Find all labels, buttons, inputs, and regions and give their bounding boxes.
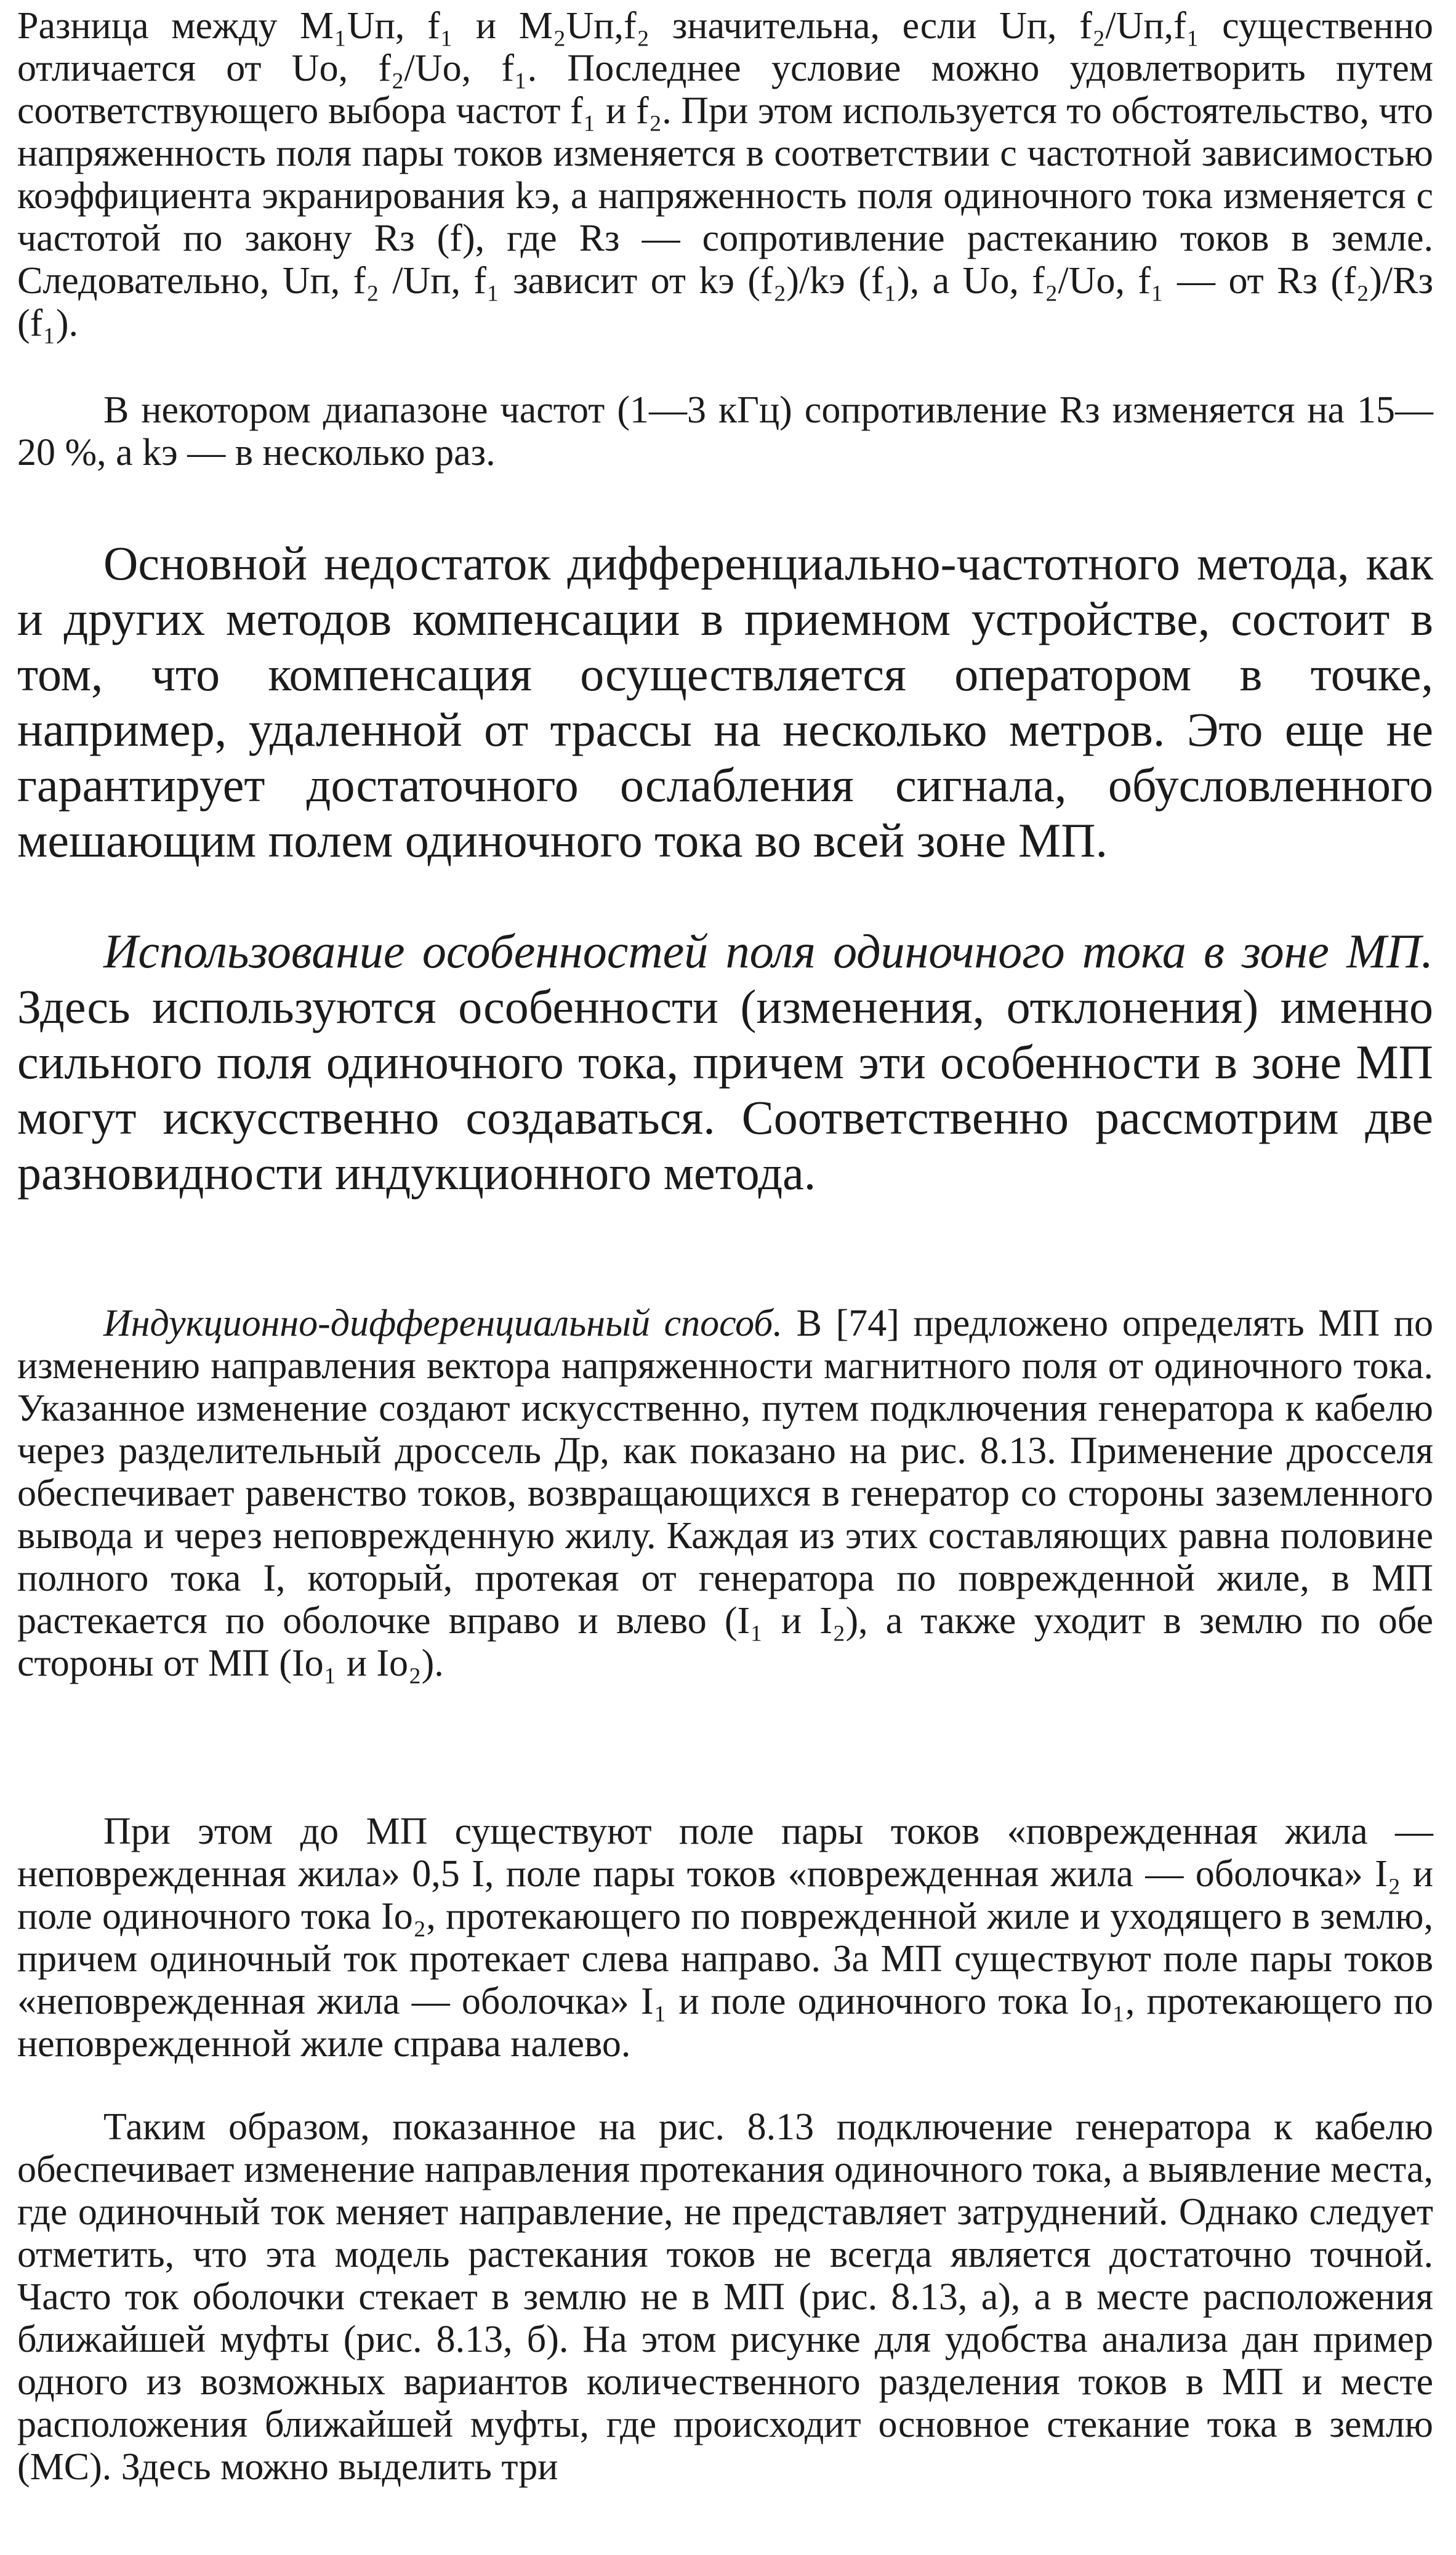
main-paragraph-2-text: Здесь используются особенности (изменения, отклонения) именно сильного поля одиночного тока, причем эти особенности в зоне МП могут искусственно создаваться. Соответственно рассмотрим две разновидности индукционного метода. <box>17 980 1433 1200</box>
main-paragraph-2-heading: Использование особенностей поля одиночного тока в зоне МП. <box>103 924 1433 978</box>
intro-paragraph-2: В некотором диапазоне частот (1—3 кГц) сопротивление Rз изменяется на 15—20 %, а kэ — в несколько раз. <box>17 389 1433 474</box>
section-paragraph-2: При этом до МП существуют поле пары токов «поврежденная жила — неповрежденная жила» 0,5 I, поле пары токов «поврежденная жила — оболочка» I₂ и поле одиночного тока Iо₂, протекающего по поврежденной жиле и уходящего в землю, причем одиночный ток протекает слева направо. За МП существуют поле пары токов «неповрежденная жила — оболочка» I₁ и поле одиночного тока Iо₁, протекающего по неповрежденной жиле справа налево. <box>17 1810 1433 2065</box>
main-paragraph-2 <box>17 924 1433 1201</box>
section-paragraph-1-heading: Индукционно-дифференциальный способ. <box>103 1302 782 1344</box>
section-paragraph-1 <box>17 1302 1433 1685</box>
section-paragraph-1-text: В [74] предложено определять МП по изменению направления вектора напряженности магнитного поля от одиночного тока. Указанное изменение создают искусственно, путем подключения генератора к кабелю через разделительный дроссель Др, как показано на рис. 8.13. Применение дросселя обеспечивает равенство токов, возвращающихся в генератор со стороны заземленного вывода и через неповрежденную жилу. Каждая из этих составляющих равна половине полного тока I, который, протекая от генератора по поврежденной жиле, в МП растекается по оболочке вправо и влево (I₁ и I₂), а также уходит в землю по обе стороны от МП (Iо₁ и Iо₂). <box>17 1302 1434 1684</box>
section-paragraph-3: Таким образом, показанное на рис. 8.13 подключение генератора к кабелю обеспечивает изменение направления протекания одиночного тока, а выявление места, где одиночный ток меняет направление, не представляет затруднений. Однако следует отметить, что эта модель растекания токов не всегда является достаточно точной. Часто ток оболочки стекает в землю не в МП (рис. 8.13, а), а в месте расположения ближайшей муфты (рис. 8.13, б). На этом рисунке для удобства анализа дан пример одного из возможных вариантов количественного разделения токов в МП и месте расположения ближайшей муфты, где происходит основное стекание тока в землю (МС). Здесь можно выделить три <box>17 2106 1433 2488</box>
main-paragraph-1: Основной недостаток дифференциально-частотного метода, как и других методов компенсации в приемном устройстве, состоит в том, что компенсация осуществляется оператором в точке, например, удаленной от трассы на несколько метров. Это еще не гарантирует достаточного ослабления сигнала, обусловленного мешающим полем одиночного тока во всей зоне МП. <box>17 536 1433 867</box>
intro-paragraph-1: Разница между M₁Uп, f₁ и M₂Uп,f₂ значительна, если Uп, f₂/Uп,f₁ существенно отличается от Uо, f₂/Uо, f₁. Последнее условие можно удовлетворить путем соответствующего выбора частот f₁ и f₂. При этом используется то обстоятельство, что напряженность поля пары токов изменяется в соответствии с частотной зависимостью коэффициента экранирования kэ, а напряженность поля одиночного тока изменяется с частотой по закону Rз (f), где Rз — сопротивление растеканию токов в земле. Следовательно, Uп, f₂ /Uп, f₁ зависит от kэ (f₂)/kэ (f₁), а Uо, f₂/Uо, f₁ — от Rз (f₂)/Rз (f₁). <box>17 5 1433 344</box>
